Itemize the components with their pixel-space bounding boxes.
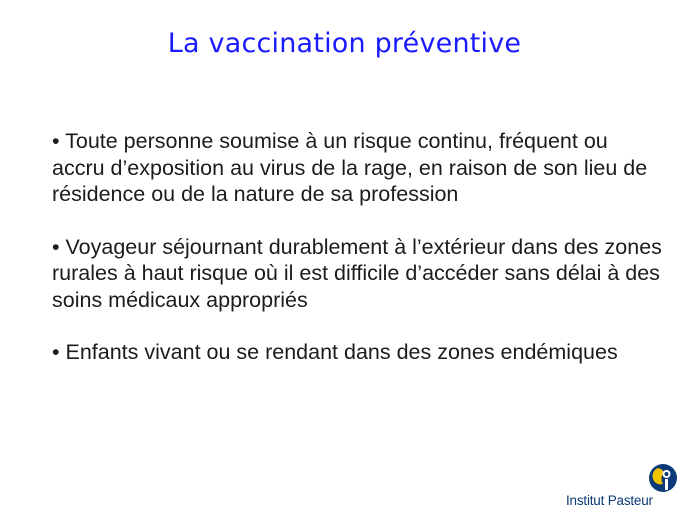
- bullet-list: [52, 128, 662, 392]
- bullet-item-children: • Enfants vivant ou se rendant dans des zones endémiques: [52, 340, 618, 364]
- slide-title: La vaccination préventive: [167, 28, 522, 59]
- bullet-item-occupational-risk: • Toute personne soumise à un risque continu, fréquent ou accru d’exposition au virus de la rage, en raison de son lieu de résidence ou de la nature de sa profession: [52, 129, 648, 206]
- logo-text: Institut Pasteur: [566, 493, 653, 508]
- bullet-item-travelers: • Voyageur séjournant durablement à l’extérieur dans des zones rurales à haut risque où il est difficile d’accéder sans délai à des soins médicaux appropriés: [52, 234, 662, 312]
- institut-pasteur-logo: [566, 463, 684, 511]
- institut-pasteur-logo-icon: [648, 463, 678, 493]
